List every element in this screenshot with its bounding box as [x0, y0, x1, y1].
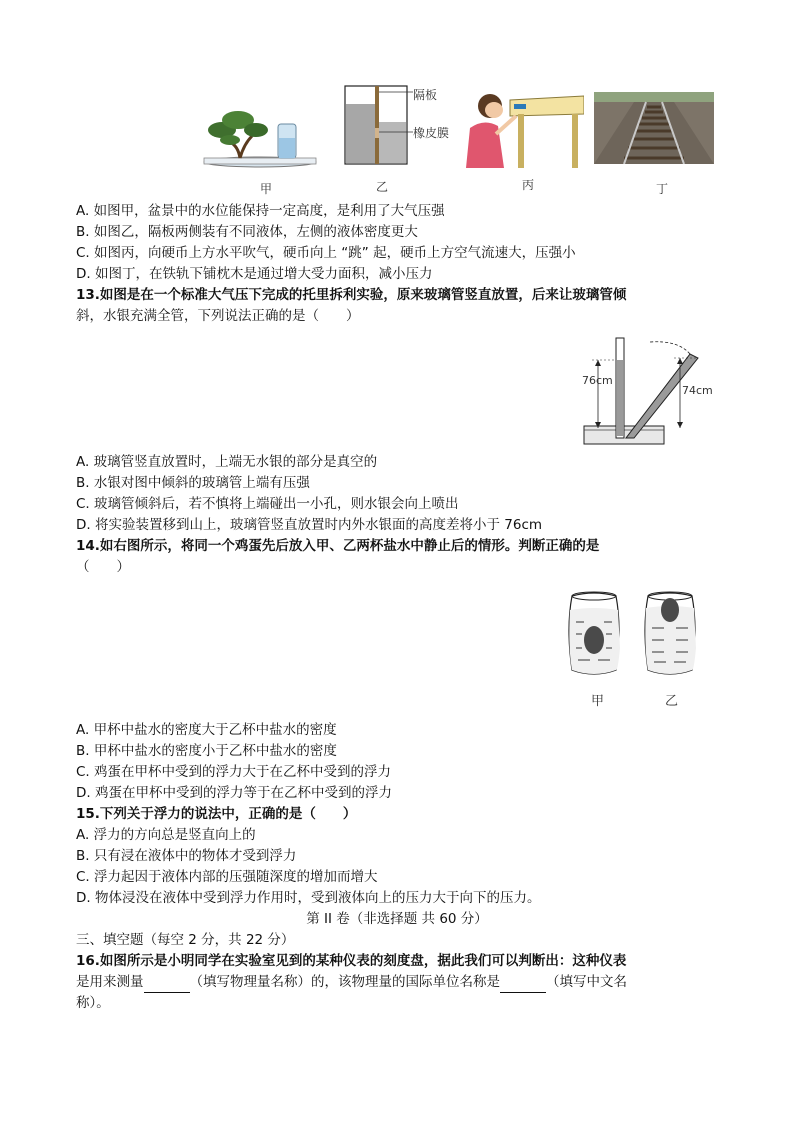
q16-blank-2[interactable]	[500, 972, 546, 993]
q12-option-b: B. 如图乙，隔板两侧装有不同液体，左侧的液体密度更大	[76, 224, 418, 240]
membrane-callout: 橡皮膜	[413, 126, 450, 140]
q13-stem-line2: 斜，水银充满全管，下列说法正确的是（ ）	[76, 308, 360, 324]
q12-option-c: C. 如图丙，向硬币上方水平吹气，硬币向上 “跳” 起，硬币上方空气流速大，压强小	[76, 245, 576, 261]
figure-ding-railway	[594, 92, 714, 164]
section-2-title: 第 II 卷（非选择题 共 60 分）	[306, 911, 488, 927]
torricelli-label-74: 74cm	[682, 384, 713, 397]
q12-option-a: A. 如图甲，盆景中的水位能保持一定高度，是利用了大气压强	[76, 203, 445, 219]
egg-label-yi: 乙	[665, 694, 679, 709]
q13-option-b: B. 水银对图中倾斜的玻璃管上端有压强	[76, 475, 310, 491]
label-yi: 乙	[376, 180, 389, 194]
q13-stem-line1: 13.如图是在一个标准大气压下完成的托里拆利实验，原来玻璃管竖直放置，后来让玻璃管倾	[76, 287, 627, 303]
label-jia: 甲	[260, 182, 273, 196]
q14-option-d: D. 鸡蛋在甲杯中受到的浮力等于在乙杯中受到的浮力	[76, 785, 392, 801]
figure-yi-partition	[343, 84, 415, 166]
partition-callout: 隔板	[413, 88, 438, 102]
q15-option-c: C. 浮力起因于液体内部的压强随深度的增加而增大	[76, 869, 378, 885]
q15-option-a: A. 浮力的方向总是竖直向上的	[76, 827, 256, 843]
egg-label-jia: 甲	[591, 694, 605, 709]
q16-line2-part-c: （填写中文名	[546, 974, 627, 990]
figure-eggs-saltwater	[562, 588, 700, 680]
q14-option-c: C. 鸡蛋在甲杯中受到的浮力大于在乙杯中受到的浮力	[76, 764, 392, 780]
q13-option-d: D. 将实验装置移到山上，玻璃管竖直放置时内外水银面的高度差将小于 76cm	[76, 517, 543, 533]
q16-line2-part-b: （填写物理量名称）的，该物理量的国际单位名称是	[189, 974, 500, 990]
q15-option-d: D. 物体浸没在液体中受到浮力作用时，受到液体向上的压力大于向下的压力。	[76, 890, 541, 906]
q14-stem-line2: （ ）	[76, 559, 130, 575]
q16-line2	[76, 972, 627, 993]
q13-option-c: C. 玻璃管倾斜后，若不慎将上端碰出一小孔，则水银会向上喷出	[76, 496, 459, 512]
q15-stem: 15.下列关于浮力的说法中，正确的是（ ）	[76, 806, 357, 822]
torricelli-label-76: 76cm	[582, 374, 613, 387]
q14-option-a: A. 甲杯中盐水的密度大于乙杯中盐水的密度	[76, 722, 337, 738]
q13-option-a: A. 玻璃管竖直放置时，上端无水银的部分是真空的	[76, 454, 378, 470]
figure-bing-coin	[460, 86, 584, 168]
figure-jia-bonsai	[200, 108, 320, 170]
q16-line2-part-a: 是用来测量	[76, 974, 144, 990]
q15-option-b: B. 只有浸在液体中的物体才受到浮力	[76, 848, 297, 864]
q12-option-d: D. 如图丁，在铁轨下铺枕木是通过增大受力面积，减小压力	[76, 266, 433, 282]
q14-option-b: B. 甲杯中盐水的密度小于乙杯中盐水的密度	[76, 743, 337, 759]
label-bing: 丙	[522, 178, 535, 192]
q16-line3: 称）。	[76, 995, 110, 1011]
q14-stem-line1: 14.如右图所示，将同一个鸡蛋先后放入甲、乙两杯盐水中静止后的情形。判断正确的是	[76, 538, 600, 554]
q16-blank-1[interactable]	[144, 972, 190, 993]
label-ding: 丁	[656, 182, 669, 196]
section-3-title: 三、填空题（每空 2 分，共 22 分）	[76, 932, 295, 948]
q16-line1: 16.如图所示是小明同学在实验室见到的某种仪表的刻度盘，据此我们可以判断出：这种仪表	[76, 953, 627, 969]
